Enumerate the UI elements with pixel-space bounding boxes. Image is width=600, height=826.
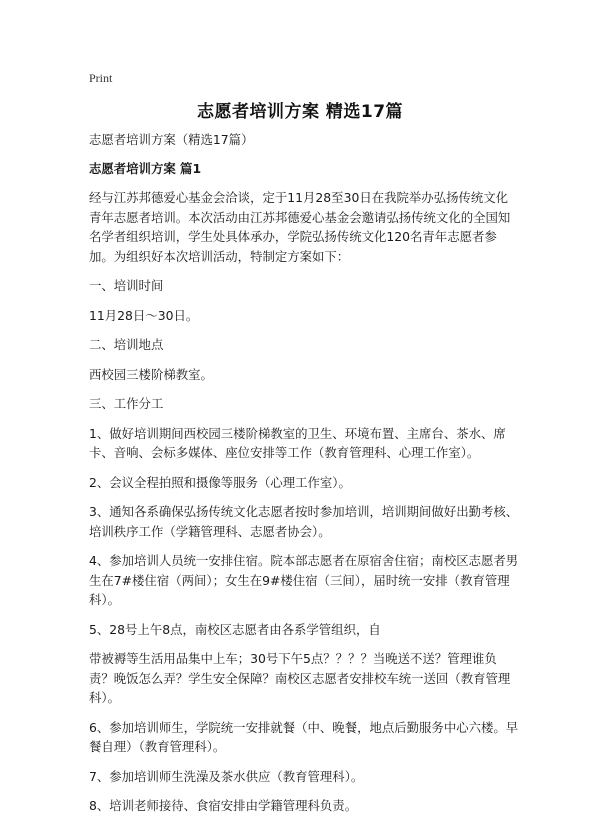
work-item-7: 7、参加培训师生洗澡及茶水供应（教育管理科）。 <box>89 768 364 784</box>
heading-training-location: 二、培训地点 <box>89 337 164 352</box>
training-time-value: 11月28日～30日。 <box>89 307 199 323</box>
work-item-6: 6、参加培训师生，学院统一安排就餐（中、晚餐，地点后勤服务中心六楼。早餐自理）（教育管理科）。 <box>89 719 519 754</box>
work-item-2: 2、会议全程拍照和摄像等服务（心理工作室）。 <box>89 474 351 490</box>
document-body <box>89 130 519 826</box>
section-heading: 志愿者培训方案 篇1 <box>89 160 202 176</box>
heading-training-time: 一、培训时间 <box>89 278 164 293</box>
document-title: 志愿者培训方案 精选17篇 <box>196 102 404 122</box>
intro-paragraph: 经与江苏邦德爱心基金会洽谈，定于11月28至30日在我院举办弘扬传统文化青年志愿者培训。本次活动由江苏邦德爱心基金会邀请弘扬传统文化的全国知名学者组织培训，学生处具体承办，学院弘扬传统文化120名青年志愿者参加。为组织好本次培训活动，特制定方案如下： <box>89 190 511 264</box>
work-item-1: 1、做好培训期间西校园三楼阶梯教室的卫生、环境布置、主席台、茶水、席卡、音响、会标多媒体、座位安排等工作（教育管理科、心理工作室）。 <box>89 425 506 460</box>
work-item-8: 8、培训老师接待、食宿安排由学籍管理科负责。 <box>89 798 358 813</box>
training-location-value: 西校园三楼阶梯教室。 <box>89 366 213 382</box>
heading-work-division: 三、工作分工 <box>89 396 164 411</box>
work-item-5-continued: 带被褥等生活用品集中上车；30号下午5点？？？？当晚送不送？管理谁负责？晚饭怎么弄？学生安全保障？南校区志愿者安排校车统一送回（教育管理科）。 <box>89 651 511 705</box>
print-label: Print <box>89 71 113 85</box>
document-subtitle: 志愿者培训方案（精选17篇） <box>89 132 254 147</box>
work-item-3: 3、通知各系确保弘扬传统文化志愿者按时参加培训，培训期间做好出勤考核、培训秩序工作（学籍管理科、志愿者协会）。 <box>89 504 519 539</box>
work-item-4: 4、参加培训人员统一安排住宿。院本部志愿者在原宿舍住宿；南校区志愿者男生在7#楼住宿（两间）；女生在9#楼住宿（三间），届时统一安排（教育管理科）。 <box>89 553 519 607</box>
work-item-5: 5、28号上午8点，南校区志愿者由各系学管组织，自 <box>89 621 381 637</box>
